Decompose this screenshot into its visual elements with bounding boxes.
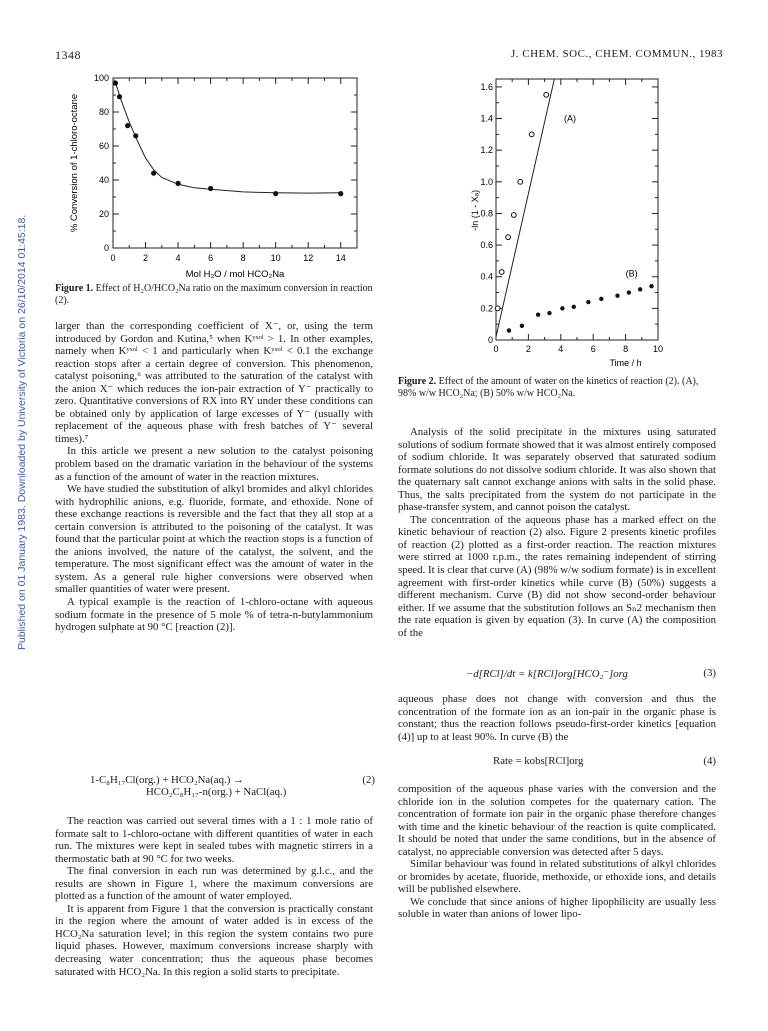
series-a-point [544,92,549,97]
journal-header: J. CHEM. SOC., CHEM. COMMUN., 1983 [511,48,723,60]
y-tick-label: 100 [93,73,109,83]
x-tick-label: 10 [270,253,281,263]
x-tick-label: 4 [558,344,564,354]
series-b-point [586,300,590,304]
right-column-text-3 [398,783,716,921]
x-axis-label: Mol H₂O / mol HCO₂Na [185,269,285,280]
y-axis-label: % Conversion of 1-chloro-octane [69,93,80,233]
x-tick-label: 8 [623,344,629,354]
paragraph: We conclude that since anions of higher lipophilicity are usually less soluble in water than anions of lower lipo- [398,895,716,921]
series-a-point [506,235,511,240]
series-b-point [627,290,631,294]
figure2-caption-text: Effect of the amount of water on the kinetics of reaction (2). (A), 98% w/w HCO₂Na; (B) 50% w/w HCO₂Na. [398,376,699,399]
equation-4-number: (4) [703,755,716,767]
plot-frame [496,79,658,340]
x-tick-label: 6 [208,253,214,263]
equation-2-number: (2) [362,774,375,786]
equation-2-line1: 1-C₈H₁₇Cl(org.) + HCO₂Na(aq.) → [90,774,244,786]
equation-2-line2: HCO₂C₈H₁₇-n(org.) + NaCl(aq.) [146,786,287,798]
figure2-chart [468,65,673,370]
equation-2 [90,774,375,798]
x-tick-label: 6 [590,344,596,354]
figure1-caption-text: Effect of H₂O/HCO₂Na ratio on the maximum conversion in reaction (2). [55,283,373,306]
series-b-point [547,311,551,315]
series-a-point [511,213,516,218]
y-tick-label: 40 [98,175,109,185]
x-tick-label: 8 [240,253,246,263]
y-tick-label: 20 [98,209,109,219]
figure1-chart [55,70,370,280]
y-axis-label: -ln (1 - Xₐ) [470,189,480,231]
y-tick-label: 1.6 [480,81,493,92]
figure2-caption-label: Figure 2. [398,376,437,387]
series-b-label: (B) [625,268,638,279]
series-b-point [536,312,540,316]
paragraph: Analysis of the solid precipitate in the mixtures using saturated solutions of sodium formate showed that it was almost entirely composed of sodium chloride. It was separately observed that saturated sodium formate solutions do not dissolve sodium chloride. It was also shown that the quaternary salt cannot exchange anions with salts in the solid phase. Thus, the salts precipitated from the system do not participate in the phase-transfer system, and cannot poison the catalyst. [398,426,716,514]
left-column-text-1 [55,320,373,634]
x-tick-label: 0 [493,344,499,354]
x-tick-label: 4 [175,253,181,263]
figure2-caption [398,376,716,399]
series-b-point [615,294,619,298]
y-tick-label: 0.2 [480,303,493,314]
data-point [133,133,138,138]
series-a-fit-line [496,79,554,337]
x-tick-label: 14 [335,253,346,263]
figure1-caption-label: Figure 1. [55,283,94,294]
y-tick-label: 80 [98,107,109,117]
right-column-text-2 [398,693,716,743]
series-b-point [520,324,524,328]
x-tick-label: 2 [525,344,531,354]
series-b-point [572,305,576,309]
equation-3-number: (3) [703,667,716,679]
left-column-text-2 [55,815,373,978]
y-tick-label: 60 [98,141,109,151]
data-point [113,81,118,86]
y-tick-label: 1.4 [480,113,493,124]
series-a-point [495,306,500,311]
data-point [338,191,343,196]
paragraph: We have studied the substitution of alkyl bromides and alkyl chlorides with hydrophilic anions, e.g. fluoride, formate, and ethoxide. None of these exchange reactions is reversible and the fact that they all stop at a certain conversion is attributed to the poisoning of the catalyst. It was found that the particular point at which the reaction stops is a function of the anions involved, the nature of the catalyst, the solvent, and the temperature. The most significant effect was the amount of water in the system. As a general rule higher conversions were observed when smaller quantities of water were present. [55,483,373,596]
figure1-caption [55,283,373,306]
paragraph: composition of the aqueous phase varies with the conversion and the chloride ion in the solution competes for the quaternary cation. The concentration of formate ion pair in the organic phase therefore changes with time and the kinetic behaviour of the reaction is quite complicated. It should be noted that under the same conditions, but in the absence of catalyst, no appreciable conversion was detected after 5 days. [398,783,716,858]
data-point [117,94,122,99]
equation-4-text: Rate = kobs[RCl]org [493,755,584,767]
series-b-point [649,284,653,288]
y-tick-label: 0 [487,335,493,345]
y-tick-label: 1.0 [480,176,493,187]
data-point [273,191,278,196]
paragraph: It is apparent from Figure 1 that the conversion is practically constant in the region where the amount of water added is in excess of the HCO₂Na saturation level; in this region the system contains two pure liquid phases. However, maximum conversions increase sharply with decreasing water concentration; thus the aqueous phase becomes saturated with HCO₂Na. In this region a solid starts to precipitate. [55,902,373,978]
series-a-point [499,270,504,275]
data-point [208,186,213,191]
paragraph: larger than the corresponding coefficient of X⁻, or, using the term introduced by Gordon and Kutina,⁵ when Kʸˣᵒˡ > 1. In other examples, namely when Kʸˣᵒˡ < 1 and particularly when Kʸˣᵒˡ < 0.1 the exchange reaction stops after a certain degree of conversion. This phenomenon, catalyst poisoning,⁶ was attributed to the saturation of the catalyst with the anion X⁻ which reduces the ion-pair extraction of Y⁻ practically to zero. Quantitative conversions of RX into RY under these conditions can be obtained only by application of large excesses of Y⁻ (usually with replacement of the aqueous phase with fresh batches of Y⁻ several times).⁷ [55,320,373,445]
y-tick-label: 1.2 [480,145,493,156]
provenance-note[interactable] [2,210,28,650]
equation-3-text: −d[RCl]/dt = k[RCl]org[HCO₂⁻]org [466,668,628,680]
data-point [151,171,156,176]
series-a-point [529,132,534,137]
data-point [175,181,180,186]
x-tick-label: 12 [303,253,314,263]
provenance-note-text: Published on 01 January 1983. Downloaded by University of Victoria on 26/10/2014 01:45:18. [16,214,28,650]
paragraph: A typical example is the reaction of 1-chloro-octane with aqueous sodium formate in the presence of 5 mole % of tetra-n-butylammonium hydrogen sulphate at 90 °C [reaction (2)]. [55,596,373,634]
x-tick-label: 10 [652,344,664,354]
series-a-label: (A) [564,113,577,124]
paragraph: The reaction was carried out several times with a 1 : 1 mole ratio of formate salt to 1-chloro-octane with different quantities of water in each run. The mixtures were kept in sealed tubes with magnetic stirrers in a thermostatic bath at 90 °C for two weeks. [55,815,373,865]
page-number: 1348 [55,48,81,62]
paragraph: The final conversion in each run was determined by g.l.c., and the results are shown in Figure 1, where the maximum conversions are plotted as a function of the amount of water employed. [55,865,373,903]
paragraph: The concentration of the aqueous phase has a marked effect on the kinetic behaviour of reaction (2) also. Figure 2 presents kinetic profiles of reaction (2) plotted as a first-order reaction. The reaction mixtures were stirred at 1000 r.p.m., the rates remaining independent of stirring speed. It is clear that curve (A) (98% w/w sodium formate) is in excellent agreement with first-order kinetics while curve (B) (50%) suggests a different mechanism. Curve (B) did not show second-order behaviour either. If we assume that the substitution follows an Sₙ2 mechanism then the rate equation is given by equation (3). In curve (A) the composition of the [398,513,716,639]
y-tick-label: 0 [103,243,109,253]
paragraph: Similar behaviour was found in related substitutions of alkyl chlorides or bromides by acetate, fluoride, methoxide, or ethoxide ions, and details will be published elsewhere. [398,858,716,896]
y-tick-label: 0.4 [480,271,493,282]
y-tick-label: 0.6 [480,240,493,251]
paragraph: aqueous phase does not change with conversion and thus the concentration of the formate ion as an ion-pair in the organic phase is constant; thus the reaction follows pseudo-first-order kinetics [equation (4)] up to at least 90%. In curve (B) the [398,693,716,743]
x-tick-label: 0 [110,253,116,263]
series-a-point [518,179,523,184]
conversion-curve [115,80,341,193]
x-axis-label: Time / h [609,358,642,368]
x-tick-label: 2 [143,253,149,263]
series-b-point [560,306,564,310]
data-point [125,123,130,128]
y-tick-label: 0.8 [480,208,493,219]
paragraph: In this article we present a new solution to the catalyst poisoning problem based on the dramatic variation in the behaviour of the systems as a function of the amount of water in the reaction mixtures. [55,445,373,483]
series-b-point [507,328,511,332]
series-b-point [599,297,603,301]
series-b-point [638,287,642,291]
right-column-text-1 [398,426,716,639]
